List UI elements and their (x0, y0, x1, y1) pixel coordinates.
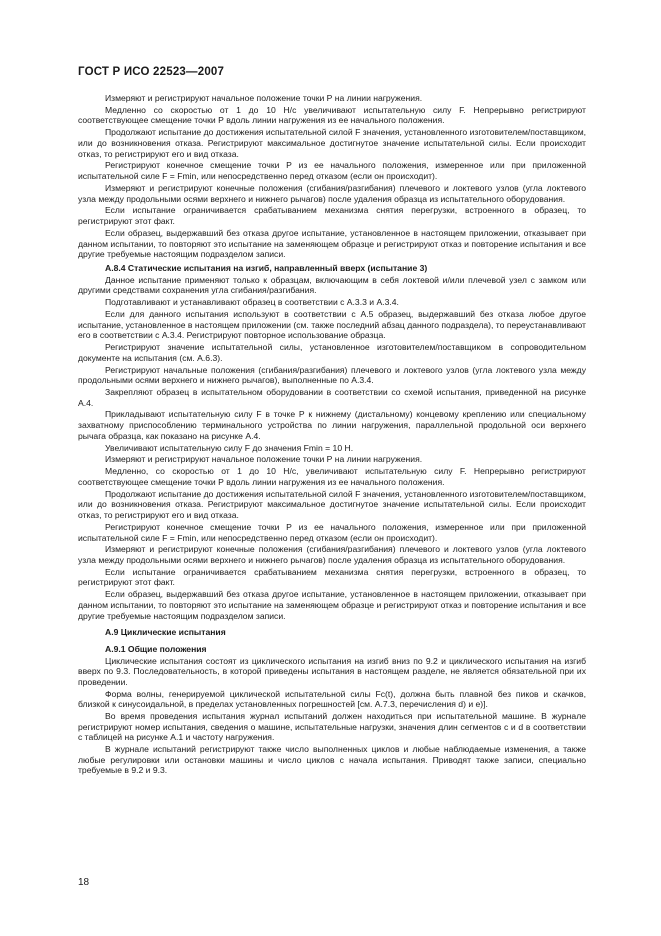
paragraph: Подготавливают и устанавливают образец в соответствии с А.3.3 и А.3.4. (105, 297, 399, 308)
paragraph: Медленно со скоростью от 1 до 10 Н/с увеличивают испытательную силу F. Непрерывно регистрируют соответствующее смещение точки Р вдоль линии нагружения из ее начального положения. (78, 104, 586, 126)
paragraph: Продолжают испытание до достижения испытательной силой F значения, установленного изготовителем/поставщиком, или до возникновения отказа. Регистрируют максимальное достигнутое значение испытательной силы. Если происходит отказ, то регистрируют его и вид отказа. (78, 488, 586, 521)
paragraph: Регистрируют начальные положения (сгибания/разгибания) плечевого и локтевого узлов (угла локтевого узла между продольными осями верхнего и нижнего рычагов), выполненные по А.3.4. (78, 364, 586, 386)
page-number: 18 (78, 877, 90, 888)
paragraph: Если образец, выдержавший без отказа другое испытание, установленное в настоящем приложении, отказывает при данном испытании, то повторяют это испытание на заменяющем образце и регистрируют отказ и повторение испытания и все другие требуемые настоящим подразделом записи. (78, 227, 586, 260)
paragraph: Регистрируют значение испытательной силы, установленное изготовителем/поставщиком в сопроводительном документе на испытания (см. А.6.3). (78, 342, 586, 363)
paragraph: Измеряют и регистрируют начальное положение точки Р на линии нагружения. (105, 93, 423, 103)
paragraph: Прикладывают испытательную силу F в точке Р к нижнему (дистальному) концевому креплению или специальному захватному приспособлению терминального устройства по линии нагружения, параллельной продольной оси верхнего рычага образца, как показано на рисунке А.4. (78, 409, 586, 441)
paragraph: Данное испытание применяют только к образцам, включающим в себя локтевой и/или плечевой узел с замком или другими средствами сохранения угла сгибания/разгибания. (78, 274, 586, 296)
paragraph: Медленно, со скоростью от 1 до 10 Н/с, увеличивают испытательную силу F. Непрерывно регистрируют соответствующее смещение точки Р вдоль линии нагружения из ее начального положения. (78, 466, 586, 487)
section-heading-a84: А.8.4 Статические испытания на изгиб, направленный вверх (испытание 3) (105, 262, 428, 273)
paragraph: Циклические испытания состоят из циклического испытания на изгиб вниз по 9.2 и циклического испытания на изгиб вверх по 9.3. Последовательность, в которой приведены испытания в настоящем разделе, не является обязательной при их проведении. (78, 655, 586, 687)
paragraph: В журнале испытаний регистрируют также число выполненных циклов и любые наблюдаемые изменения, а также любые регулировки или остановки машины и число циклов с начала испытания. Приводят также записи, специально требуемые в 9.2 и 9.3. (78, 744, 586, 776)
section-heading-a91: А.9.1 Общие положения (105, 643, 207, 654)
paragraph: Если испытание ограничивается срабатыванием механизма снятия перегрузки, встроенного в образец, то регистрируют этот факт. (78, 205, 586, 227)
paragraph: Регистрируют конечное смещение точки Р из ее начального положения, измеренное или при приложенной испытательной силе F = Fmin, или непосредственно перед отказом (если он происходит). (78, 521, 586, 543)
section-heading-a9: А.9 Циклические испытания (105, 627, 226, 638)
document-body (78, 93, 586, 777)
paragraph: Во время проведения испытания журнал испытаний должен находиться при испытательной машине. В журнале регистрируют номер испытания, сведения о машине, испытательные нагрузки, значения длин сегментов с и d в соответствии с таблицей на рисунке А.1 и частоту нагружения. (78, 711, 586, 743)
paragraph: Закрепляют образец в испытательном оборудовании в соответствии со схемой испытания, приведенной на рисунке А.4. (78, 387, 586, 408)
paragraph: Измеряют и регистрируют конечные положения (сгибания/разгибания) плечевого и локтевого узлов (угла локтевого узла между продольными осями верхнего и нижнего рычагов) после удаления образца из испытательного оборудования. (78, 544, 586, 565)
paragraph: Регистрируют конечное смещение точки Р из ее начального положения, измеренное или при приложенной испытательной силе F = Fmin, или непосредственно перед отказом (если он происходит). (78, 160, 586, 182)
paragraph: Продолжают испытание до достижения испытательной силой F значения, установленного изготовителем/поставщиком, или до возникновения отказа. Регистрируют максимальное достигнутое значение испытательной силы. Если происходит отказ, то регистрируют его и вид отказа. (78, 127, 586, 159)
paragraph: Если испытание ограничивается срабатыванием механизма снятия перегрузки, встроенного в образец, то регистрируют этот факт. (78, 566, 586, 588)
paragraph: Если для данного испытания используют в соответствии с А.5 образец, выдержавший без отказа любое другое испытание, установленное в настоящем приложении (см. также последний абзац данного подраздела), то переустанавливают его в соответствии с А.3.4. Регистрируют повторное использование образца. (78, 308, 586, 341)
document-header: ГОСТ Р ИСО 22523—2007 (78, 66, 225, 78)
paragraph: Если образец, выдержавший без отказа другое испытание, установленное в настоящем приложении, отказывает при данном испытании, то повторяют это испытание на заменяющем образце и регистрируют отказ и повторение испытания и все другие требуемые настоящим подразделом записи. (78, 589, 586, 621)
paragraph: Форма волны, генерируемой циклической испытательной силы Fc(t), должна быть плавной без пиков и скачков, близкой к синусоидальной, в пределах установленных погрешностей [см. А.7.3, перечисления d) и e)]. (78, 688, 586, 710)
paragraph: Увеличивают испытательную силу F до значения Fmin = 10 Н. (105, 442, 354, 453)
paragraph: Измеряют и регистрируют начальное положение точки Р на линии нагружения. (105, 454, 423, 465)
paragraph: Измеряют и регистрируют конечные положения (сгибания/разгибания) плечевого и локтевого узлов (угла локтевого узла между продольными осями верхнего и нижнего рычагов) после удаления образца из испытательного оборудования. (78, 182, 586, 204)
